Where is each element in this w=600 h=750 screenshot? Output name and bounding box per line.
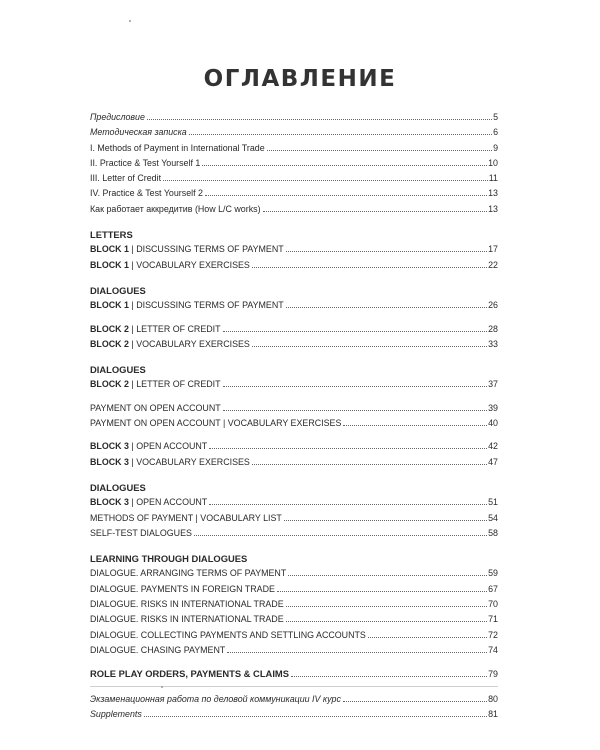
section-heading-letters: LETTERS	[90, 229, 133, 241]
entry-title: METHODS OF PAYMENT | VOCABULARY LIST	[90, 512, 282, 523]
entry-page: 74	[488, 644, 498, 655]
dot-leader	[209, 504, 487, 505]
entry-page: 67	[488, 583, 498, 594]
toc-entry[interactable]	[90, 582, 498, 597]
dot-leader	[223, 331, 488, 332]
entry-title: DIALOGUE. CHASING PAYMENT	[90, 644, 226, 655]
entry-title: BLOCK 1 | VOCABULARY EXERCISES	[90, 259, 250, 270]
entry-title: DIALOGUE. PAYMENTS IN FOREIGN TRADE	[90, 583, 275, 594]
section-heading-dialogues: DIALOGUES	[90, 481, 146, 493]
dot-leader	[194, 535, 487, 536]
dot-leader	[252, 464, 487, 465]
scan-speck	[129, 20, 131, 22]
entry-page: 70	[488, 599, 498, 610]
dot-leader	[291, 676, 487, 677]
section-heading-learning-through-dialogues: LEARNING THROUGH DIALOGUES	[90, 553, 248, 565]
entry-title: DIALOGUE. RISKS IN INTERNATIONAL TRADE	[90, 599, 284, 610]
entry-page: 5	[493, 112, 498, 122]
toc-entry-preface[interactable]	[90, 110, 498, 125]
entry-title: Supplements	[90, 708, 142, 719]
section-heading-dialogues: DIALOGUES	[90, 364, 146, 376]
dot-leader	[286, 606, 487, 607]
dot-leader	[286, 307, 487, 308]
toc-entry[interactable]	[90, 628, 498, 643]
toc-entry[interactable]	[90, 298, 498, 313]
entry-page: 9	[493, 142, 498, 153]
entry-page: 37	[488, 379, 498, 390]
entry-text: OPEN ACCOUNT	[136, 497, 208, 508]
toc-entry-role-play[interactable]	[90, 666, 498, 681]
toc-entry[interactable]	[90, 612, 498, 627]
toc-entry[interactable]	[90, 526, 498, 541]
entry-page: 33	[488, 338, 498, 349]
toc-entry[interactable]	[90, 258, 498, 273]
toc-entry-methodical-note[interactable]	[90, 125, 498, 140]
dot-leader	[277, 591, 487, 592]
entry-page: 59	[488, 568, 498, 579]
toc-entry[interactable]	[90, 337, 498, 352]
entry-page: 81	[488, 708, 498, 719]
block-label: BLOCK 1	[90, 244, 129, 255]
toc-entry-exam[interactable]	[90, 692, 498, 707]
entry-title: BLOCK 2 | LETTER OF CREDIT	[90, 323, 221, 334]
entry-title: III. Letter of Credit	[90, 173, 162, 184]
dot-leader	[205, 195, 487, 196]
entry-text: VOCABULARY EXERCISES	[136, 259, 250, 270]
toc-entry[interactable]	[90, 439, 498, 454]
toc-entry[interactable]	[90, 597, 498, 612]
entry-title: II. Practice & Test Yourself 1	[90, 157, 201, 168]
dot-leader	[267, 150, 492, 151]
entry-title: DIALOGUE. COLLECTING PAYMENTS AND SETTLING ACCOUNTS	[90, 629, 366, 640]
entry-title: BLOCK 3 | OPEN ACCOUNT	[90, 497, 208, 508]
entry-page: 13	[488, 203, 498, 214]
toc-entry[interactable]	[90, 566, 498, 581]
entry-page: 11	[488, 173, 498, 184]
dot-leader	[209, 448, 487, 449]
toc-entry[interactable]	[90, 416, 498, 431]
dot-leader	[368, 637, 487, 638]
entry-page: 28	[488, 323, 498, 334]
entry-title: Методическая записка	[90, 127, 187, 138]
dot-leader	[252, 346, 487, 347]
entry-page: 42	[488, 441, 498, 452]
entry-page: 54	[488, 512, 498, 523]
entry-page: 40	[488, 418, 498, 429]
toc-entry[interactable]	[90, 643, 498, 658]
entry-title: PAYMENT ON OPEN ACCOUNT	[90, 402, 221, 413]
section-heading-dialogues: DIALOGUES	[90, 284, 146, 296]
entry-title: Экзаменационная работа по деловой коммуникации IV курс	[90, 693, 341, 704]
entry-page: 13	[488, 188, 498, 199]
dot-leader	[286, 621, 487, 622]
block-label: BLOCK 3	[90, 441, 129, 452]
dot-leader	[284, 520, 487, 521]
dot-leader	[343, 701, 487, 702]
dot-leader	[227, 652, 487, 653]
entry-title: IV. Practice & Test Yourself 2	[90, 188, 203, 199]
entry-page: 10	[488, 157, 498, 168]
entry-page: 79	[488, 669, 498, 680]
scan-speck	[161, 686, 163, 688]
entry-page: 6	[493, 127, 498, 138]
block-label: BLOCK 3	[90, 456, 129, 467]
entry-page: 51	[488, 497, 498, 508]
toc-entry[interactable]	[90, 511, 498, 526]
block-label: BLOCK 2	[90, 323, 129, 334]
entry-title: BLOCK 3 | VOCABULARY EXERCISES	[90, 456, 250, 467]
block-label: BLOCK 1	[90, 259, 129, 270]
dot-leader	[223, 410, 487, 411]
entry-page: 22	[488, 259, 498, 270]
page-title: ОГЛАВЛЕНИЕ	[203, 66, 397, 92]
toc-entry[interactable]	[90, 401, 498, 416]
entry-text: LETTER OF CREDIT	[136, 379, 221, 390]
dot-leader	[223, 386, 488, 387]
entry-title: BLOCK 3 | OPEN ACCOUNT	[90, 441, 208, 452]
dot-leader	[144, 716, 487, 717]
toc-entry-methods-of-payment[interactable]	[90, 141, 498, 156]
block-label: BLOCK 2	[90, 338, 129, 349]
entry-title: BLOCK 1 | DISCUSSING TERMS OF PAYMENT	[90, 300, 284, 311]
entry-title: BLOCK 2 | VOCABULARY EXERCISES	[90, 338, 250, 349]
toc-entry[interactable]	[90, 495, 498, 510]
entry-title: SELF-TEST DIALOGUES	[90, 527, 192, 538]
entry-text: VOCABULARY EXERCISES	[136, 456, 250, 467]
entry-page: 39	[488, 402, 498, 413]
dot-leader	[252, 267, 487, 268]
entry-text: DISCUSSING TERMS OF PAYMENT	[136, 244, 284, 255]
entry-page: 72	[488, 629, 498, 640]
toc-entry-how-lc-works[interactable]	[90, 202, 498, 217]
toc-entry[interactable]	[90, 322, 498, 337]
entry-title: DIALOGUE. ARRANGING TERMS OF PAYMENT	[90, 568, 287, 579]
toc-entry[interactable]	[90, 377, 498, 392]
toc-entry[interactable]	[90, 455, 498, 470]
block-label: BLOCK 2	[90, 379, 129, 390]
toc-entry-supplements[interactable]	[90, 707, 498, 722]
dot-leader	[263, 211, 488, 212]
entry-page: 80	[488, 693, 498, 704]
dot-leader	[286, 251, 487, 252]
entry-page: 17	[488, 244, 498, 255]
entry-title: DIALOGUE. RISKS IN INTERNATIONAL TRADE	[90, 614, 284, 625]
block-label: BLOCK 3	[90, 497, 129, 508]
table-of-contents	[90, 110, 498, 722]
divider	[90, 686, 498, 687]
toc-entry-practice-2[interactable]	[90, 186, 498, 201]
entry-title: Как работает аккредитив (How L/C works)	[90, 203, 261, 214]
entry-text: DISCUSSING TERMS OF PAYMENT	[136, 300, 284, 311]
entry-title: ROLE PLAY ORDERS, PAYMENTS & CLAIMS	[90, 668, 289, 680]
entry-title: Предисловие	[90, 112, 145, 122]
dot-leader	[202, 165, 487, 166]
entry-text: VOCABULARY EXERCISES	[136, 338, 250, 349]
entry-page: 58	[488, 527, 498, 538]
entry-title: BLOCK 1 | DISCUSSING TERMS OF PAYMENT	[90, 244, 284, 255]
dot-leader	[343, 425, 487, 426]
dot-leader	[147, 119, 492, 120]
entry-page: 26	[488, 300, 498, 311]
dot-leader	[163, 180, 488, 181]
toc-entry-letter-of-credit[interactable]	[90, 171, 498, 186]
entry-text: OPEN ACCOUNT	[136, 441, 208, 452]
dot-leader	[189, 134, 492, 135]
dot-leader	[288, 575, 487, 576]
toc-entry-practice-1[interactable]	[90, 156, 498, 171]
block-label: BLOCK 1	[90, 300, 129, 311]
entry-title: I. Methods of Payment in International Trade	[90, 142, 265, 153]
entry-title: BLOCK 2 | LETTER OF CREDIT	[90, 379, 221, 390]
entry-title: PAYMENT ON OPEN ACCOUNT | VOCABULARY EXERCISES	[90, 418, 342, 429]
toc-entry[interactable]	[90, 242, 498, 257]
entry-page: 71	[488, 614, 498, 625]
entry-text: LETTER OF CREDIT	[136, 323, 221, 334]
entry-page: 47	[488, 456, 498, 467]
